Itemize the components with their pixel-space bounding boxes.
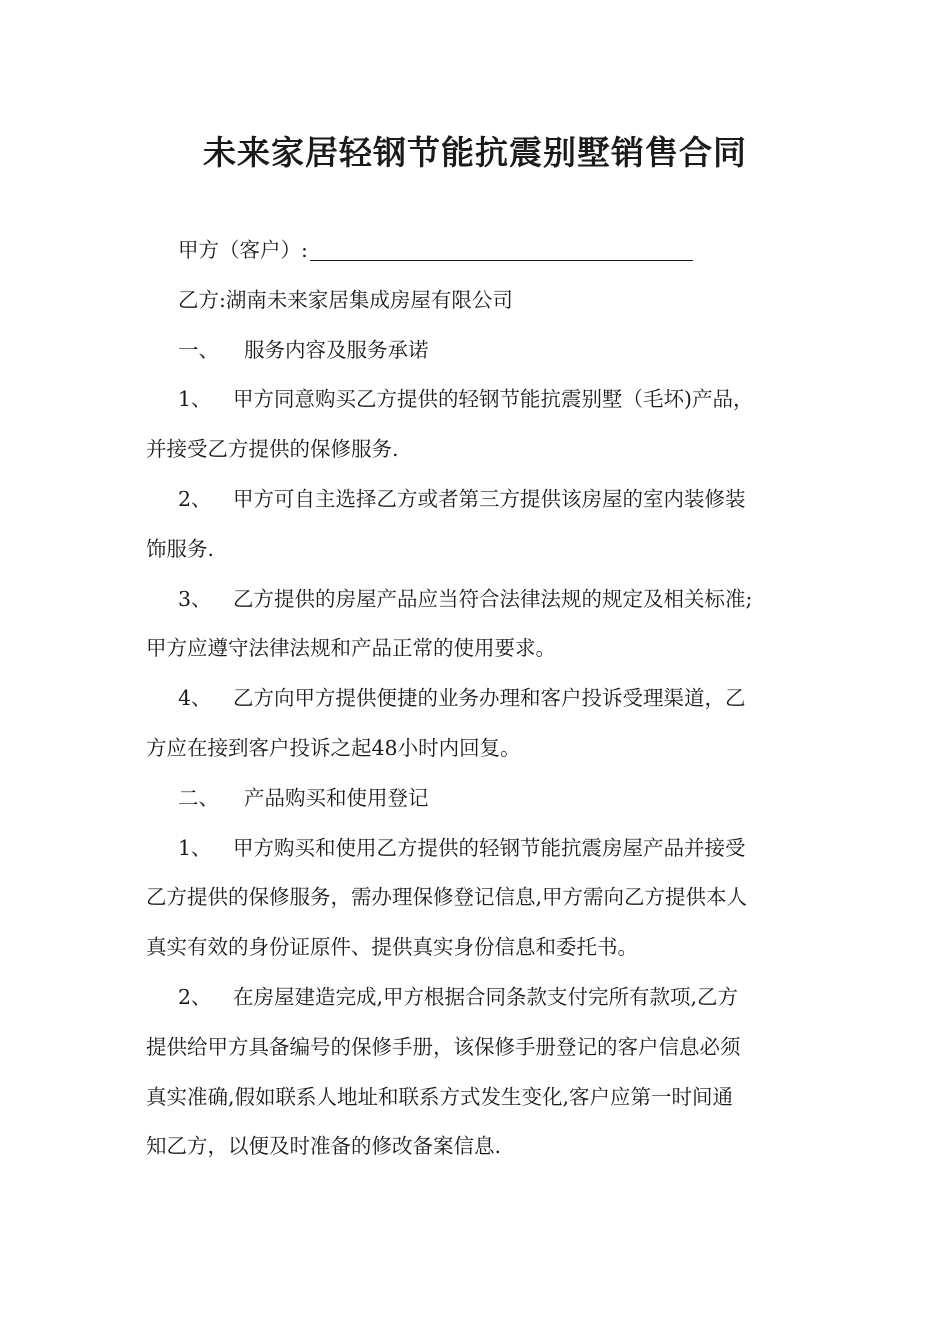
clause-continuation: 真实准确,假如联系人地址和联系方式发生变化,客户应第一时间通 bbox=[146, 1084, 734, 1109]
clause-continuation: 知乙方，以便及时准备的修改备案信息. bbox=[146, 1134, 502, 1159]
clause-continuation: 方应在接到客户投诉之起48小时内回复。 bbox=[146, 735, 521, 760]
document-title: 未来家居轻钢节能抗震别墅销售合同 bbox=[203, 133, 747, 172]
clause-text: 在房屋建造完成,甲方根据合同条款支付完所有款项,乙方 bbox=[233, 984, 739, 1009]
party-b-line: 乙方:湖南未来家居集成房屋有限公司 bbox=[178, 287, 513, 312]
clause-text: 甲方购买和使用乙方提供的轻钢节能抗震房屋产品并接受 bbox=[233, 835, 746, 860]
contract-body bbox=[146, 226, 806, 1172]
clause-number: 3、 bbox=[178, 586, 212, 611]
clause-line bbox=[146, 575, 806, 625]
clause-text: 甲方可自主选择乙方或者第三方提供该房屋的室内装修装 bbox=[233, 486, 746, 511]
section-heading bbox=[146, 326, 806, 376]
clause-continuation: 提供给甲方具备编号的保修手册，该保修手册登记的客户信息必须 bbox=[146, 1034, 741, 1059]
clause-line bbox=[146, 973, 806, 1023]
party-a-label: 甲方（客户）: bbox=[178, 238, 308, 262]
clause-continuation: 甲方应遵守法律法规和产品正常的使用要求。 bbox=[146, 636, 556, 661]
clause-text: 乙方向甲方提供便捷的业务办理和客户投诉受理渠道，乙 bbox=[233, 686, 746, 711]
clause-number: 4、 bbox=[178, 686, 212, 711]
clause-continuation: 饰服务. bbox=[146, 536, 215, 561]
clause-text: 乙方提供的房屋产品应当符合法律法规的规定及相关标准; bbox=[233, 586, 753, 611]
section-heading bbox=[146, 774, 806, 824]
section-number: 一、 bbox=[178, 337, 219, 362]
clause-line bbox=[146, 475, 806, 525]
clause-line bbox=[146, 824, 806, 874]
clause-number: 1、 bbox=[178, 387, 212, 412]
clause-text: 甲方同意购买乙方提供的轻钢节能抗震别墅（毛坏)产品， bbox=[233, 387, 754, 412]
clause-continuation: 并接受乙方提供的保修服务. bbox=[146, 437, 399, 462]
clause-number: 2、 bbox=[178, 984, 212, 1009]
section-number: 二、 bbox=[178, 785, 219, 810]
clause-number: 2、 bbox=[178, 486, 212, 511]
clause-continuation: 乙方提供的保修服务，需办理保修登记信息,甲方需向乙方提供本人 bbox=[146, 885, 748, 910]
clause-line bbox=[146, 674, 806, 724]
section-title: 产品购买和使用登记 bbox=[244, 785, 429, 810]
clause-continuation: 真实有效的身份证原件、提供真实身份信息和委托书。 bbox=[146, 935, 638, 960]
clause-number: 1、 bbox=[178, 835, 212, 860]
party-a-line bbox=[146, 226, 806, 276]
section-title: 服务内容及服务承诺 bbox=[244, 337, 429, 362]
party-a-blank-field[interactable] bbox=[310, 232, 693, 261]
clause-line bbox=[146, 375, 806, 425]
